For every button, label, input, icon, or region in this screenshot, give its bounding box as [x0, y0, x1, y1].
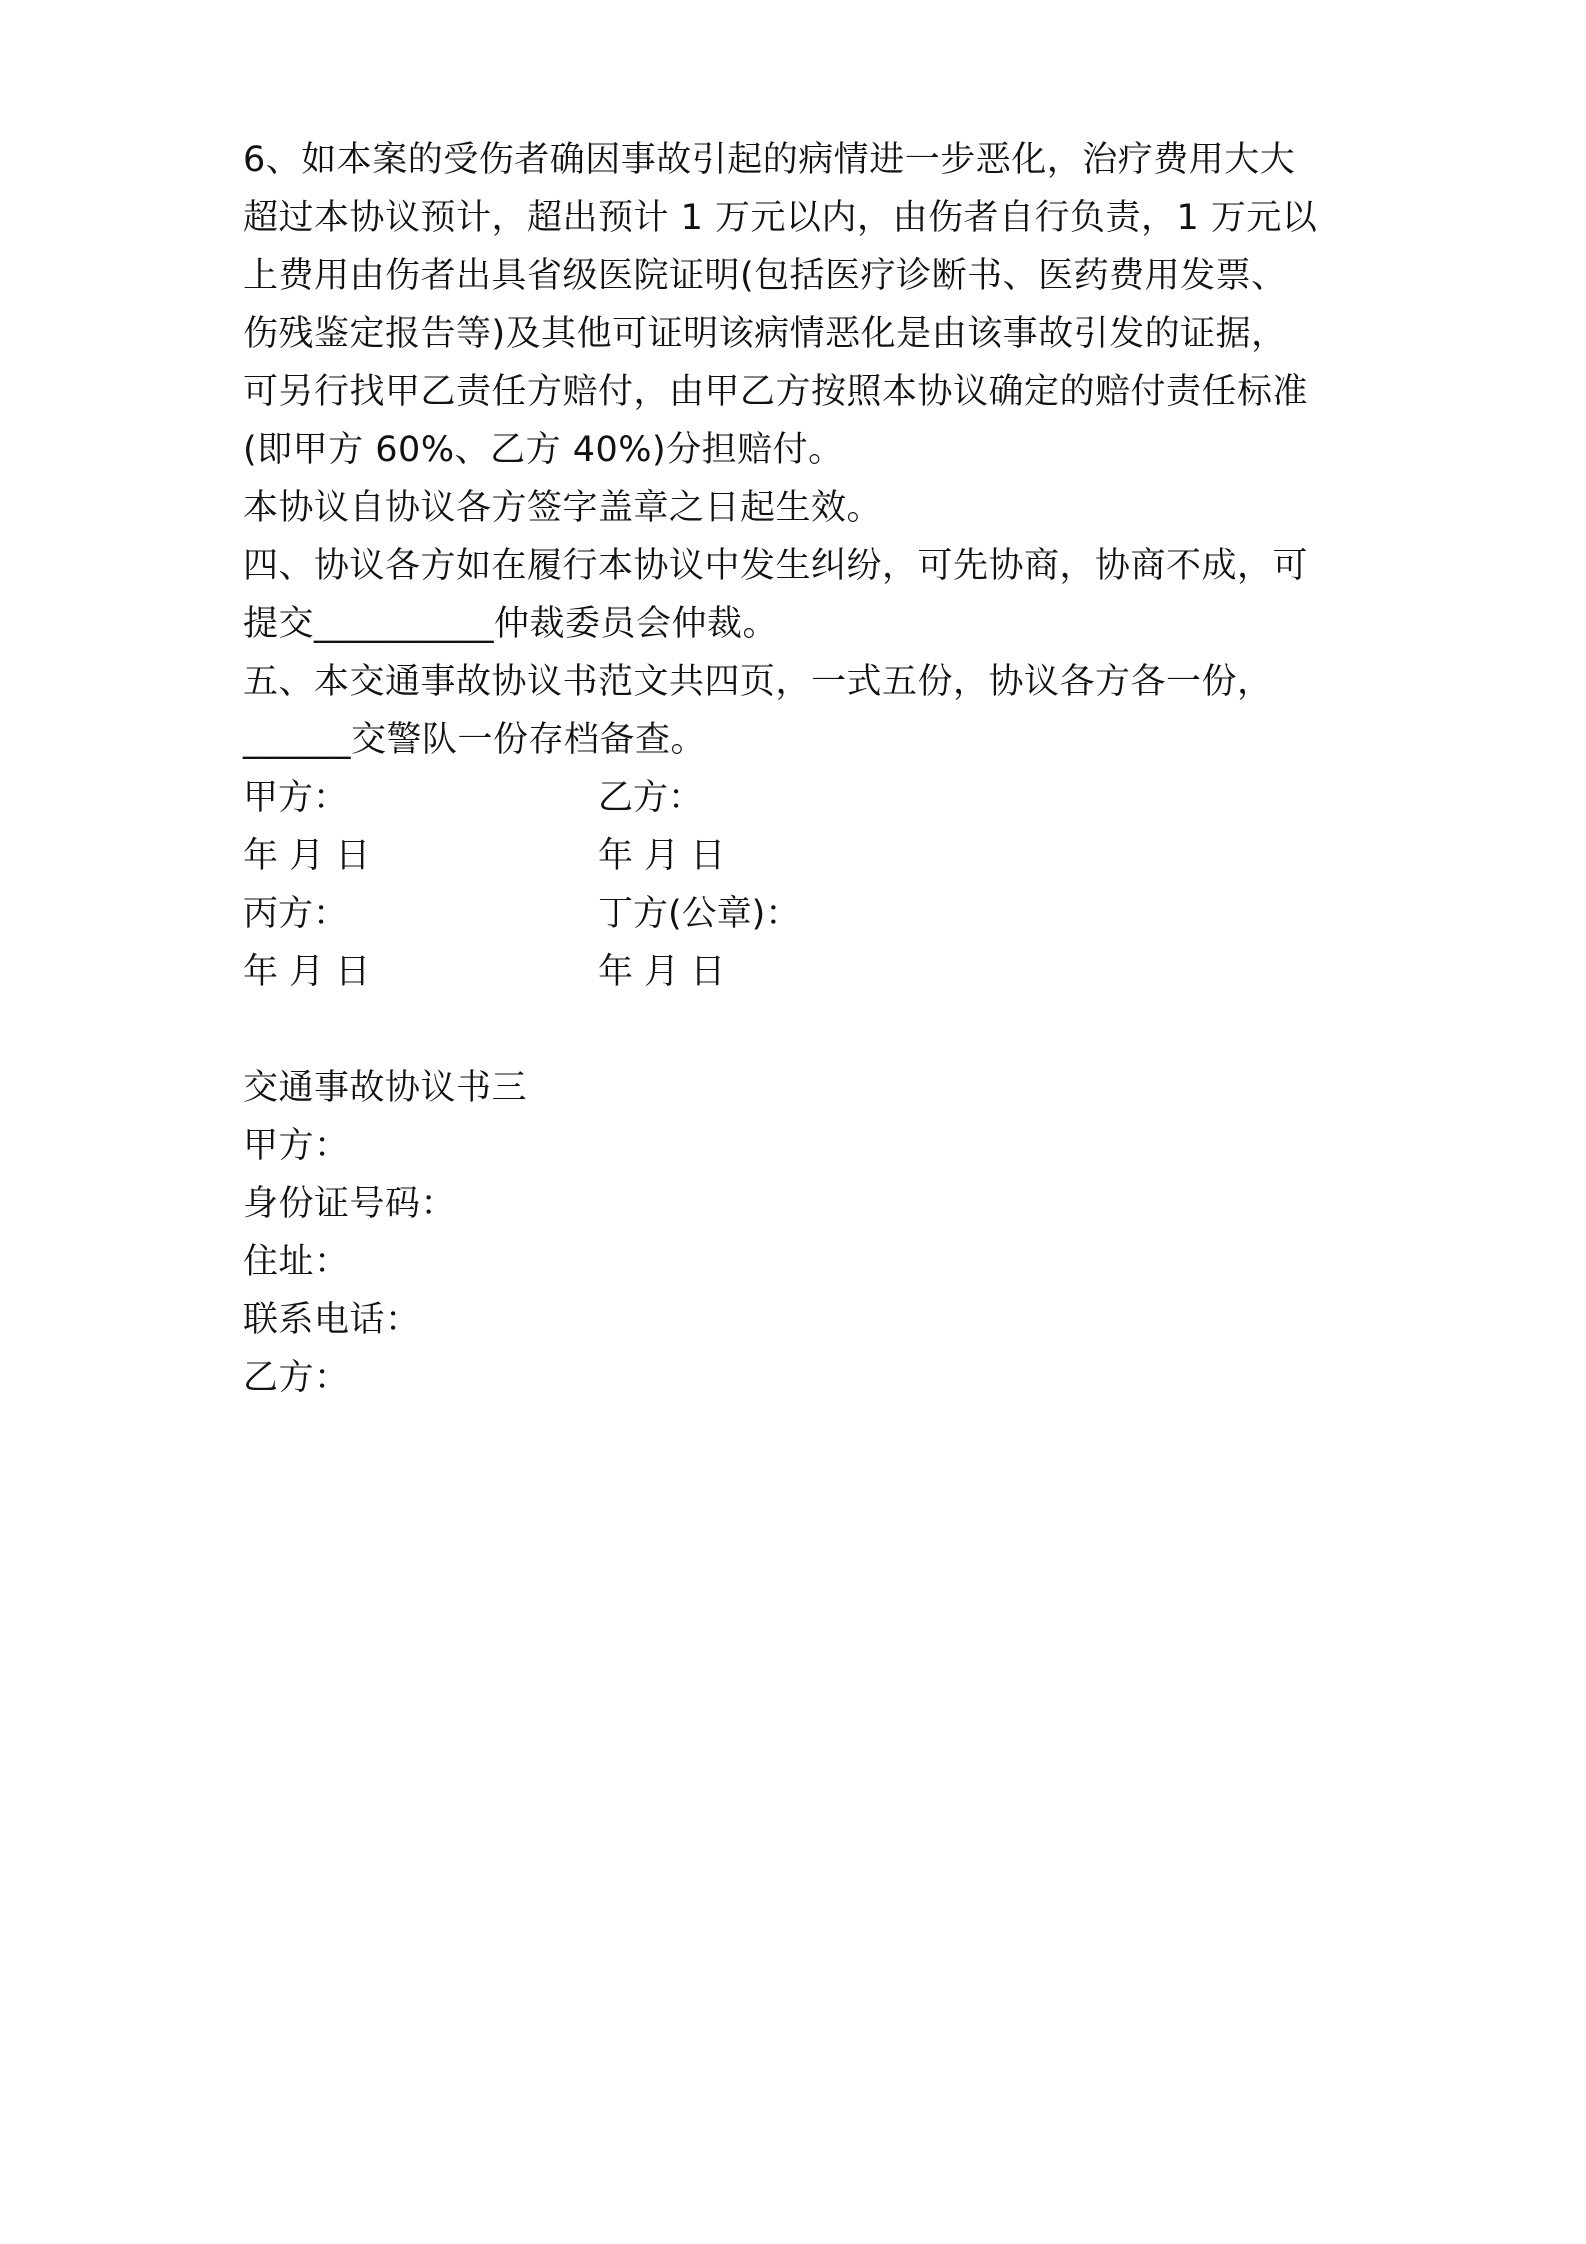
party-a-date: 年 月 日 [243, 836, 371, 876]
article4-line-2: 提交__________仲裁委员会仲裁。 [243, 604, 779, 644]
agreement3-phone: 联系电话： [243, 1300, 421, 1340]
effective-clause: 本协议自协议各方签字盖章之日起生效。 [243, 488, 883, 528]
party-c-date: 年 月 日 [243, 952, 371, 992]
agreement3-title: 交通事故协议书三 [243, 1068, 528, 1108]
party-d-signature-label: 丁方(公章)： [598, 894, 801, 934]
agreement3-id-number: 身份证号码： [243, 1184, 457, 1224]
article4-line-1: 四、协议各方如在履行本协议中发生纠纷，可先协商，协商不成，可 [243, 546, 1309, 586]
agreement3-party-a: 甲方： [243, 1126, 350, 1166]
article6-line-3: 上费用由伤者出具省级医院证明(包括医疗诊断书、医药费用发票、 [243, 256, 1287, 296]
party-b-date: 年 月 日 [598, 836, 726, 876]
party-d-date: 年 月 日 [598, 952, 726, 992]
agreement3-party-b: 乙方： [243, 1358, 350, 1398]
article6-line-5: 可另行找甲乙责任方赔付，由甲乙方按照本协议确定的赔付责任标准 [243, 372, 1309, 412]
party-c-signature-label: 丙方： [243, 894, 349, 934]
article6-line-6: (即甲方 60%、乙方 40%)分担赔付。 [243, 430, 844, 470]
agreement3-address: 住址： [243, 1242, 350, 1282]
article5-line-2: ______交警队一份存档备查。 [243, 720, 707, 760]
article5-line-1: 五、本交通事故协议书范文共四页，一式五份，协议各方各一份， [243, 662, 1273, 702]
article6-line-2: 超过本协议预计，超出预计 1 万元以内，由伤者自行负责，1 万元以 [243, 198, 1318, 238]
article6-line-1: 6、如本案的受伤者确因事故引起的病情进一步恶化，治疗费用大大 [243, 140, 1296, 180]
article6-line-4: 伤残鉴定报告等)及其他可证明该病情恶化是由该事故引发的证据， [243, 314, 1287, 354]
party-a-signature-label: 甲方： [243, 778, 349, 818]
party-b-signature-label: 乙方： [598, 778, 704, 818]
